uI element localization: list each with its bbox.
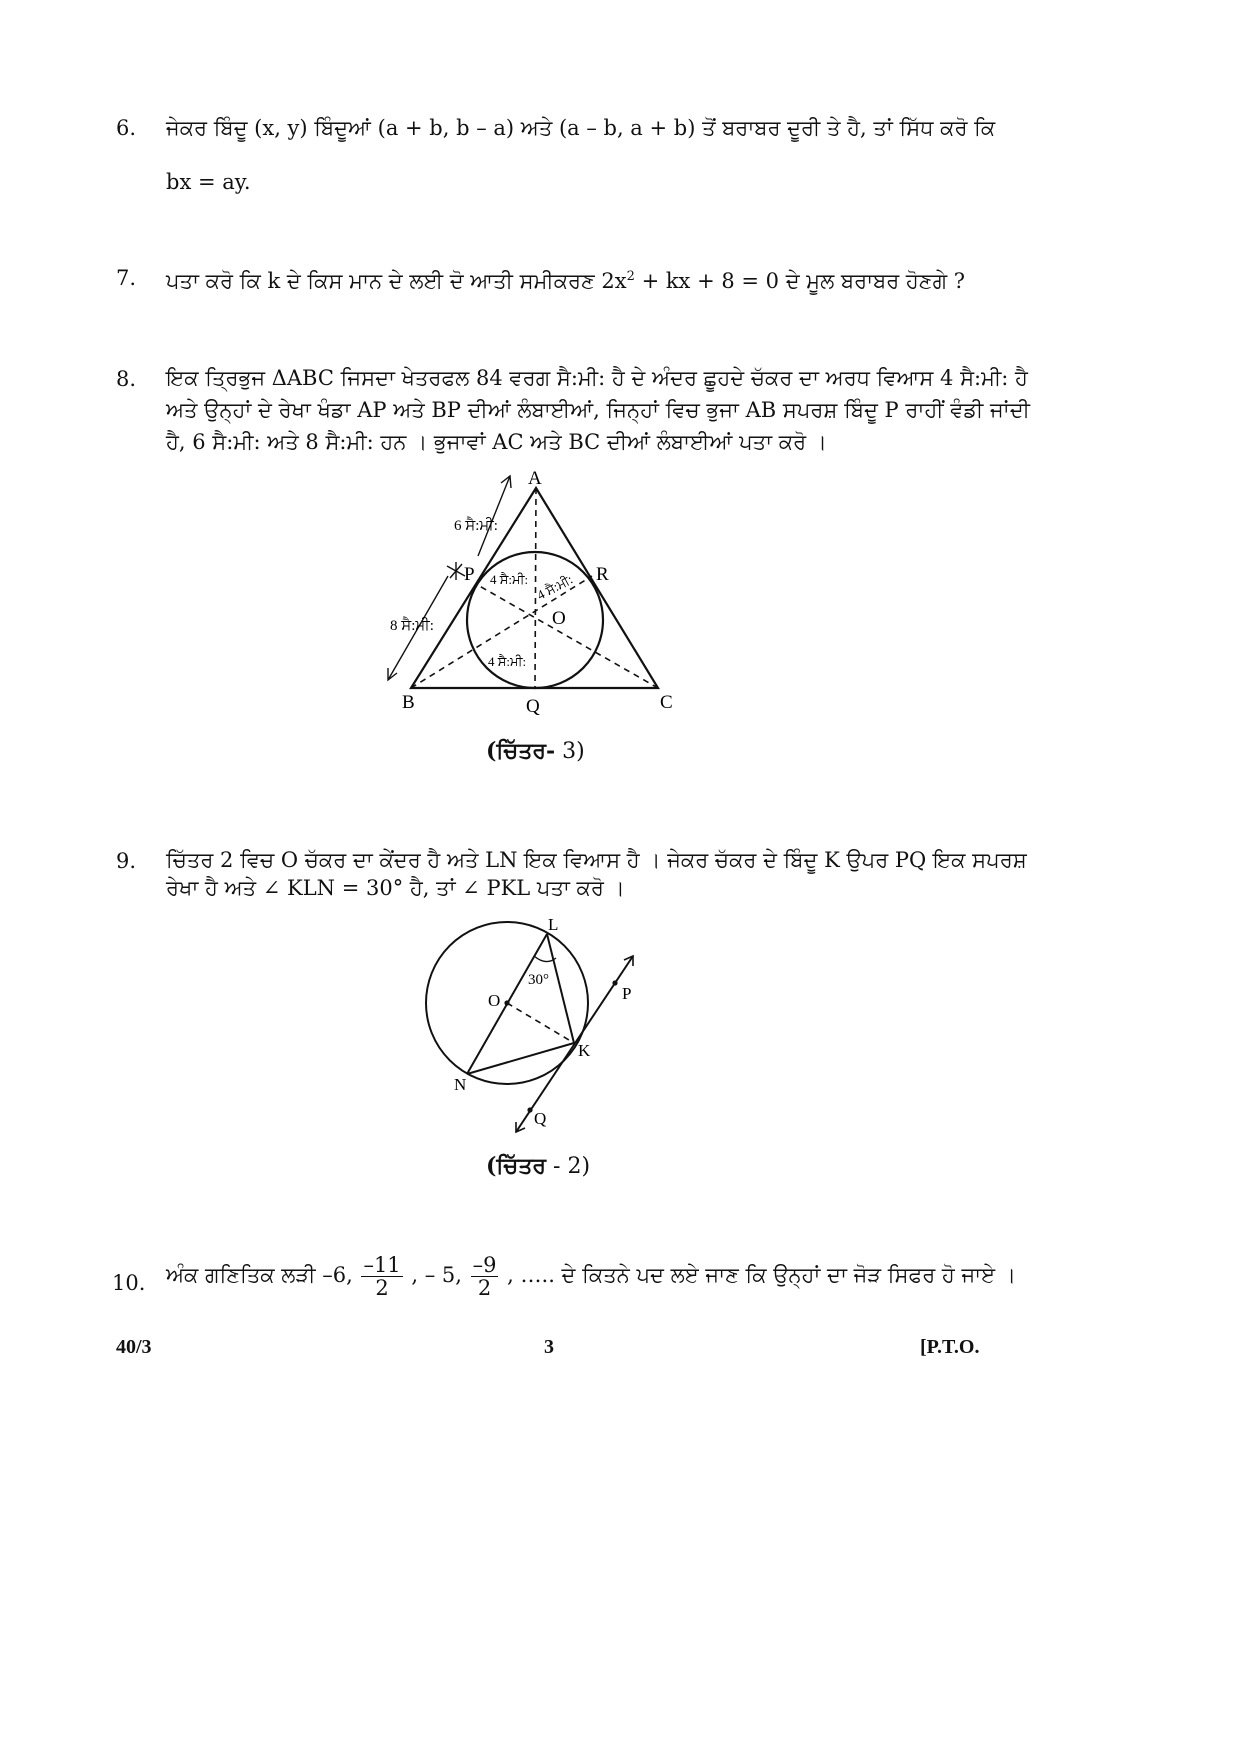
radius-or-label: 4 ਸੈ:ਮੀ: [534, 571, 576, 603]
footer-code: 40/3 [116, 1336, 152, 1358]
label-o: O [552, 608, 566, 629]
fraction-minus-11-over-2 [361, 1254, 402, 1299]
question-7-text-before: ਪਤਾ ਕਰੋ ਕਿ k ਦੇ ਕਿਸ ਮਾਨ ਦੇ ਲਈ ਦੋ ਆਤੀ ਸਮੀਕਰਣ 2x [166, 269, 627, 293]
angle-30-label: 30° [528, 972, 549, 988]
question-10-text [166, 1252, 1016, 1299]
radius-ok [507, 1003, 574, 1043]
chord-lk [547, 934, 574, 1043]
question-10-text-b: , – 5, [411, 1263, 462, 1287]
label-c: C [660, 692, 673, 713]
question-7-exponent: 2 [626, 269, 635, 284]
label-q: Q [526, 696, 540, 717]
figure-2-circle-tangent [420, 910, 660, 1140]
question-7-text [166, 260, 965, 298]
fraction-minus-9-over-2 [471, 1254, 499, 1299]
footer-pto: [P.T.O. [920, 1336, 980, 1358]
bp-arrowhead [388, 668, 397, 680]
label-p: P [464, 564, 475, 585]
figure-2-caption-number: - 2) [546, 1154, 591, 1179]
question-7-text-after: + kx + 8 = 0 ਦੇ ਮੂਲ ਬਰਾਬਰ ਹੋਣਗੇ ? [634, 269, 966, 293]
label-l: L [548, 915, 559, 934]
label-a: A [528, 468, 542, 489]
bp-length-label: 8 ਸੈ:ਮੀ: [390, 618, 434, 634]
fraction-2-numerator: –9 [472, 1253, 497, 1277]
figure-3-triangle-incircle [380, 455, 700, 725]
label-b: B [402, 692, 415, 713]
fraction-1-numerator: –11 [363, 1253, 401, 1277]
question-7-number: 7. [116, 266, 137, 290]
label-r: R [596, 564, 609, 585]
point-p [612, 980, 617, 985]
ap-length-label: 6 ਸੈ:ਮੀ: [454, 518, 498, 534]
fraction-1-denominator: 2 [375, 1276, 389, 1300]
question-10-text-a: ਅੰਕ ਗਣਿਤਿਕ ਲੜੀ –6, [166, 1263, 353, 1287]
label-k: K [578, 1041, 591, 1060]
question-6-number: 6. [116, 116, 137, 140]
tick-mark-p [447, 562, 465, 580]
radius-oq-label: 4 ਸੈ:ਮੀ: [488, 654, 527, 669]
point-q [527, 1107, 532, 1112]
ap-dimension-line [478, 476, 510, 556]
question-8-number: 8. [116, 367, 137, 391]
fraction-2-denominator: 2 [477, 1276, 492, 1300]
question-6-line1: ਜੇਕਰ ਬਿੰਦੂ (x, y) ਬਿੰਦੂਆਂ (a + b, b – a) ਅਤੇ (a – b, a + b) ਤੋਂ ਬਰਾਬਰ ਦੂਰੀ ਤੇ ਹੈ, ਤਾਂ ਸਿੱਧ ਕਰੋ ਕਿ [166, 116, 996, 140]
label-o: O [488, 991, 501, 1010]
line-co [476, 584, 658, 688]
label-q: Q [534, 1109, 547, 1128]
question-8-line3: ਹੈ, 6 ਸੈ:ਮੀ: ਅਤੇ 8 ਸੈ:ਮੀ: ਹਨ । ਭੁਜਾਵਾਂ AC ਅਤੇ BC ਦੀਆਂ ਲੰਬਾਈਆਂ ਪਤਾ ਕਰੋ । [166, 430, 827, 454]
footer-page-number: 3 [544, 1336, 554, 1358]
question-10-number: 10. [112, 1271, 146, 1295]
figure-3-caption [486, 738, 585, 764]
question-8-line1: ਇਕ ਤ੍ਰਿਭੁਜ ΔABC ਜਿਸਦਾ ਖੇਤਰਫਲ 84 ਵਰਗ ਸੈ:ਮੀ: ਹੈ ਦੇ ਅੰਦਰ ਛੂਹਦੇ ਚੱਕਰ ਦਾ ਅਰਧ ਵਿਆਸ 4 ਸੈ:ਮੀ: ਹੈ [166, 366, 1028, 390]
question-8-line2: ਅਤੇ ਉਨ੍ਹਾਂ ਦੇ ਰੇਖਾ ਖੰਡਾ AP ਅਤੇ BP ਦੀਆਂ ਲੰਬਾਈਆਂ, ਜਿਨ੍ਹਾਂ ਵਿਚ ਭੁਜਾ AB ਸਪਰਸ਼ ਬਿੰਦੂ P ਰਾਹੀਂ ਵੰਡੀ ਜਾਂਦੀ [166, 398, 1030, 422]
figure-3-caption-number: 3) [555, 739, 585, 764]
question-10-text-c: , ….. ਦੇ ਕਿਤਨੇ ਪਦ ਲਏ ਜਾਣ ਕਿ ਉਨ੍ਹਾਂ ਦਾ ਜੋੜ ਸਿਫਰ ਹੋ ਜਾਏ । [507, 1263, 1016, 1287]
question-9-line1: ਚਿੱਤਰ 2 ਵਿਚ O ਚੱਕਰ ਦਾ ਕੇਂਦਰ ਹੈ ਅਤੇ LN ਇਕ ਵਿਆਸ ਹੈ । ਜੇਕਰ ਚੱਕਰ ਦੇ ਬਿੰਦੂ K ਉਪਰ PQ ਇਕ ਸਪਰਸ਼ [166, 848, 1027, 872]
question-9-number: 9. [116, 849, 137, 873]
radius-op-label: 4 ਸੈ:ਮੀ: [490, 572, 529, 587]
figure-2-caption-word: (ਚਿੱਤਰ [486, 1153, 547, 1179]
figure-2-caption [486, 1153, 590, 1179]
question-6-line2: bx = ay. [166, 170, 251, 194]
label-p: P [622, 984, 632, 1003]
point-o [504, 1000, 509, 1005]
question-9-line2: ਰੇਖਾ ਹੈ ਅਤੇ ∠ KLN = 30° ਹੈ, ਤਾਂ ∠ PKL ਪਤਾ ਕਰੋ । [166, 876, 625, 900]
figure-3-caption-word: (ਚਿੱਤਰ- [486, 738, 556, 764]
label-n: N [454, 1075, 467, 1094]
